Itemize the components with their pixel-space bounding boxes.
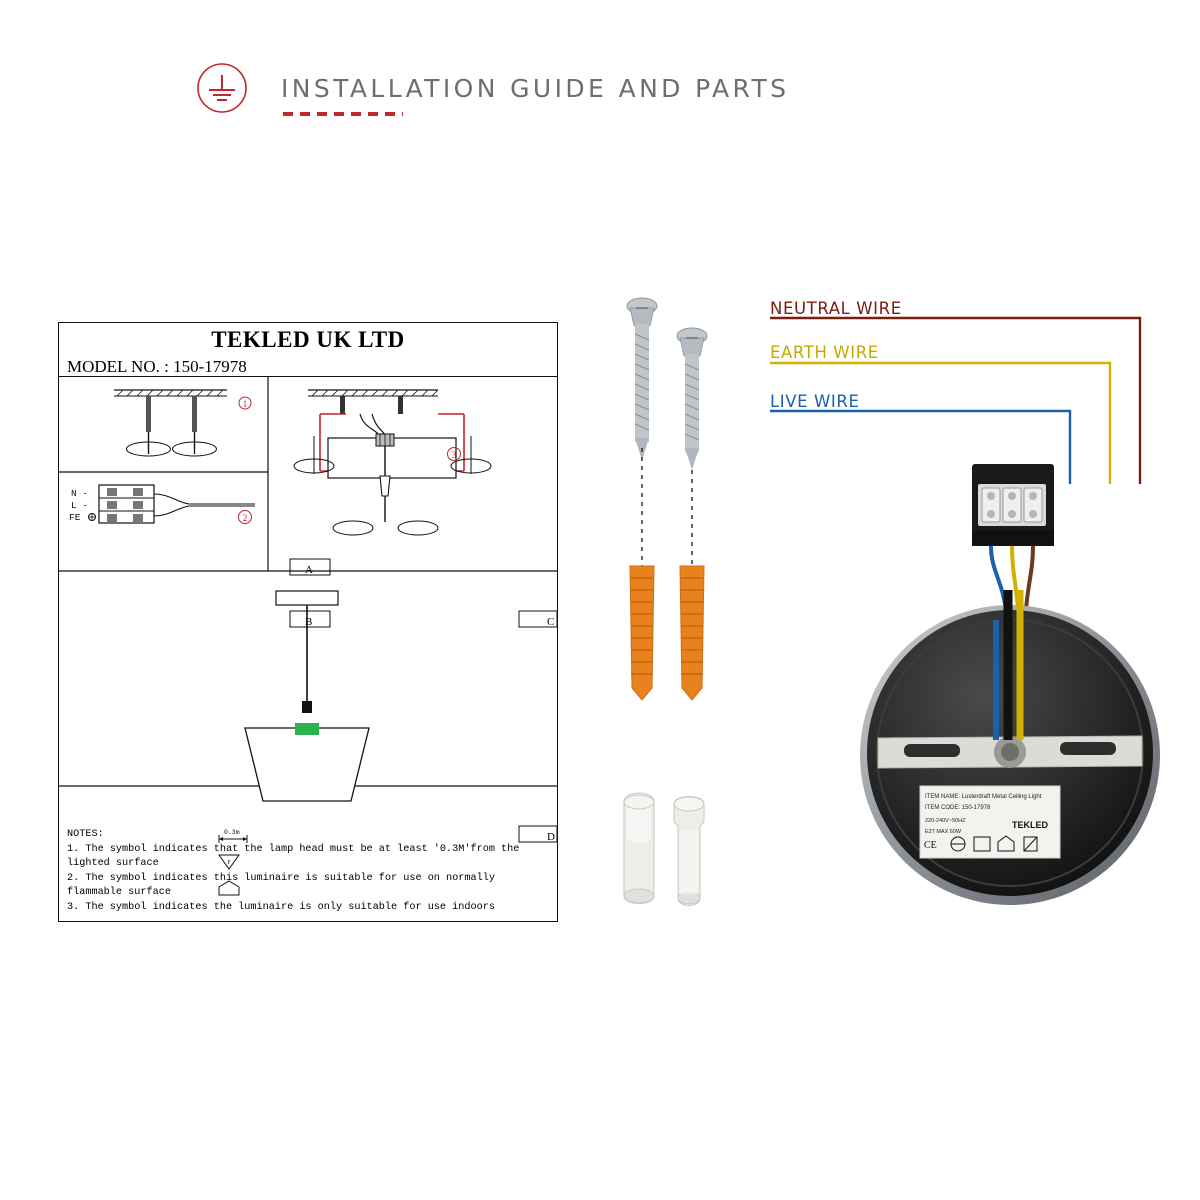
ceiling-rose-product — [860, 590, 1160, 920]
notes-title: NOTES: — [67, 829, 104, 840]
title-underline-dashes — [283, 112, 403, 116]
wall-plug-1 — [630, 566, 654, 700]
installation-manual-sheet — [58, 322, 558, 922]
svg-text:1: 1 — [242, 399, 248, 409]
screw-to-plug-dotted-lines — [610, 448, 740, 578]
neutral-wire-label: NEUTRAL WIRE — [770, 299, 902, 318]
manual-model-number: MODEL NO. : 150-17978 — [67, 357, 247, 376]
cell-label-c: C — [547, 616, 555, 628]
wall-plugs-group — [610, 560, 740, 710]
manual-notes — [67, 828, 537, 915]
svg-text:ITEM CODE: 150-17978: ITEM CODE: 150-17978 — [925, 805, 991, 811]
page-header — [0, 0, 1200, 170]
note-line-3: 3. The symbol indicates the luminaire is only suitable for use indoors — [67, 901, 495, 913]
screws-group — [610, 292, 740, 472]
note-line-1: 1. The symbol indicates that the lamp head must be at least '0.3M'from the lighted surface — [67, 843, 520, 869]
svg-text:ITEM NAME: Lusterdraft Metal C: ITEM NAME: Lusterdraft Metal Ceiling Light — [925, 794, 1042, 800]
product-sticker — [920, 786, 1060, 858]
live-wire-label: LIVE WIRE — [770, 392, 860, 411]
wire-leader-lines — [740, 290, 1180, 620]
svg-text:TEKLED: TEKLED — [1012, 820, 1048, 830]
svg-text:CE: CE — [924, 840, 937, 851]
svg-text:N -: N - — [71, 488, 89, 499]
cell-label-b: B — [305, 616, 313, 628]
earth-wire-label: EARTH WIRE — [770, 343, 879, 362]
svg-text:L -: L - — [71, 500, 89, 511]
note-line-2: 2. The symbol indicates this luminaire is suitable for use on normally flammable surface — [67, 872, 495, 898]
cell-label-a: A — [305, 564, 313, 576]
svg-text:0.3m: 0.3m — [224, 829, 240, 836]
manual-diagram-grid — [59, 376, 557, 851]
earth-ground-icon — [196, 62, 248, 114]
svg-text:F: F — [227, 860, 231, 866]
page-title: INSTALLATION GUIDE AND PARTS — [281, 74, 790, 103]
screw-1 — [627, 298, 657, 460]
svg-text:220-240V~50HZ: 220-240V~50HZ — [925, 818, 966, 824]
svg-text:3: 3 — [451, 450, 457, 460]
svg-text:FE: FE — [69, 512, 81, 523]
cell-label-d: D — [547, 831, 555, 843]
svg-text:2: 2 — [242, 513, 248, 523]
svg-text:E27 MAX 60W: E27 MAX 60W — [925, 829, 962, 835]
wire-connector-2 — [674, 797, 704, 906]
manual-brand: TEKLED UK LTD — [211, 327, 405, 352]
wire-connectors-group — [608, 778, 748, 923]
wire-connector-1 — [624, 793, 654, 904]
wall-plug-2 — [680, 566, 704, 700]
